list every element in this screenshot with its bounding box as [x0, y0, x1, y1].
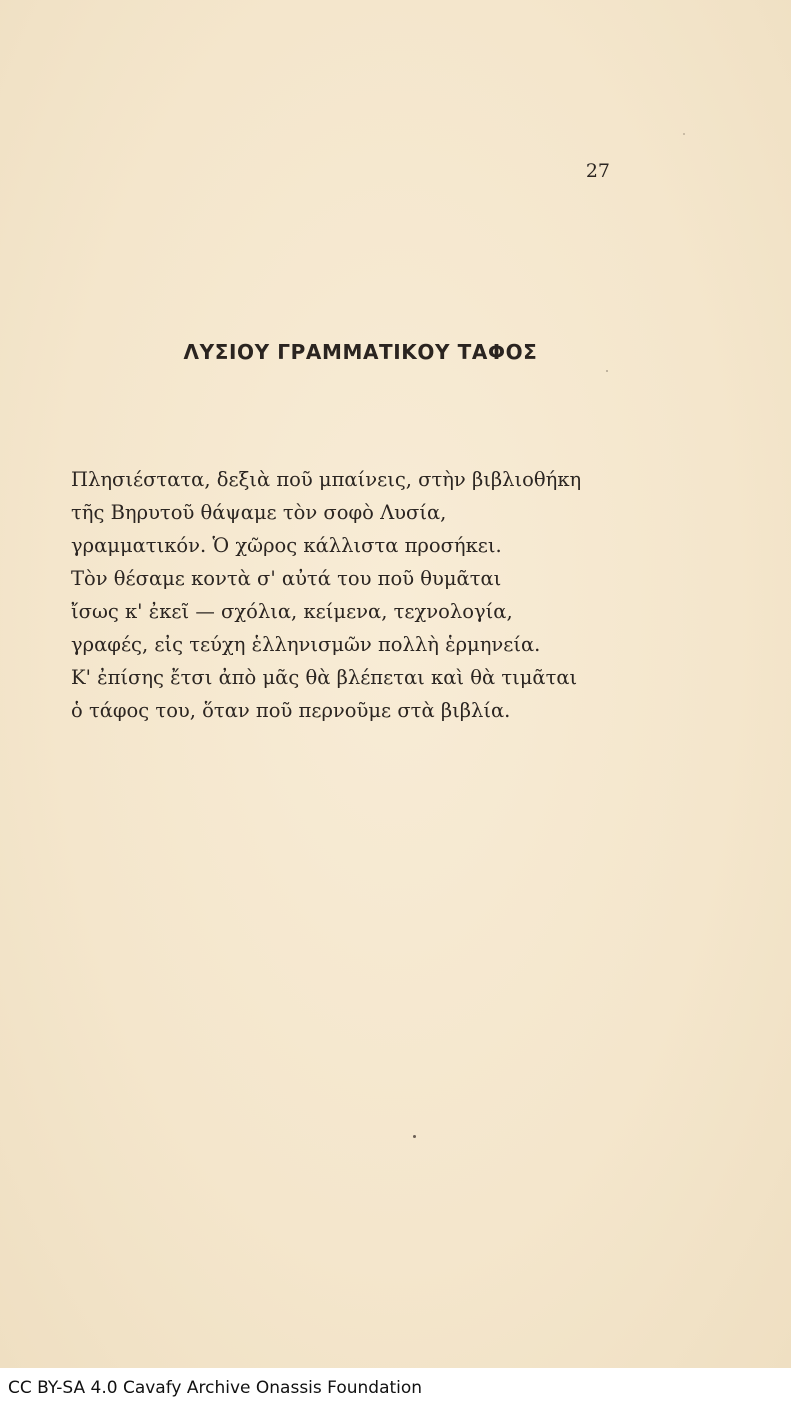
- poem-body: [71, 463, 711, 727]
- poem-line: Κ' ἐπίσης ἔτσι ἀπὸ μᾶς θὰ βλέπεται καὶ θὰ τιμᾶται: [71, 666, 578, 689]
- poem-line: ὁ τάφος του, ὅταν ποῦ περνοῦμε στὰ βιβλία.: [71, 699, 511, 722]
- paper-speck: [683, 133, 685, 135]
- poem-line: γραφές, εἰς τεύχη ἑλληνισμῶν πολλὴ ἑρμηνεία.: [71, 633, 541, 656]
- copyright-credit: CC BY-SA 4.0 Cavafy Archive Onassis Foundation: [8, 1378, 423, 1398]
- paper-speck: [413, 1135, 416, 1138]
- paper-speck: [606, 370, 608, 372]
- poem-title: ΛΥΣΙΟΥ ΓΡΑΜΜΑΤΙΚΟΥ ΤΑΦΟΣ: [183, 340, 538, 364]
- poem-line: ἴσως κ' ἐκεῖ — σχόλια, κείμενα, τεχνολογία,: [71, 600, 513, 623]
- poem-line: γραμματικόν. Ὁ χῶρος κάλλιστα προσήκει.: [71, 534, 502, 557]
- page-number: 27: [585, 160, 610, 182]
- poem-line: Πλησιέστατα, δεξιὰ ποῦ μπαίνεις, στὴν βιβλιοθήκη: [71, 468, 582, 491]
- poem-line: τῆς Βηρυτοῦ θάψαμε τὸν σοφὸ Λυσία,: [71, 501, 447, 524]
- poem-line: Τὸν θέσαμε κοντὰ σ' αὐτά του ποῦ θυμᾶται: [71, 567, 502, 590]
